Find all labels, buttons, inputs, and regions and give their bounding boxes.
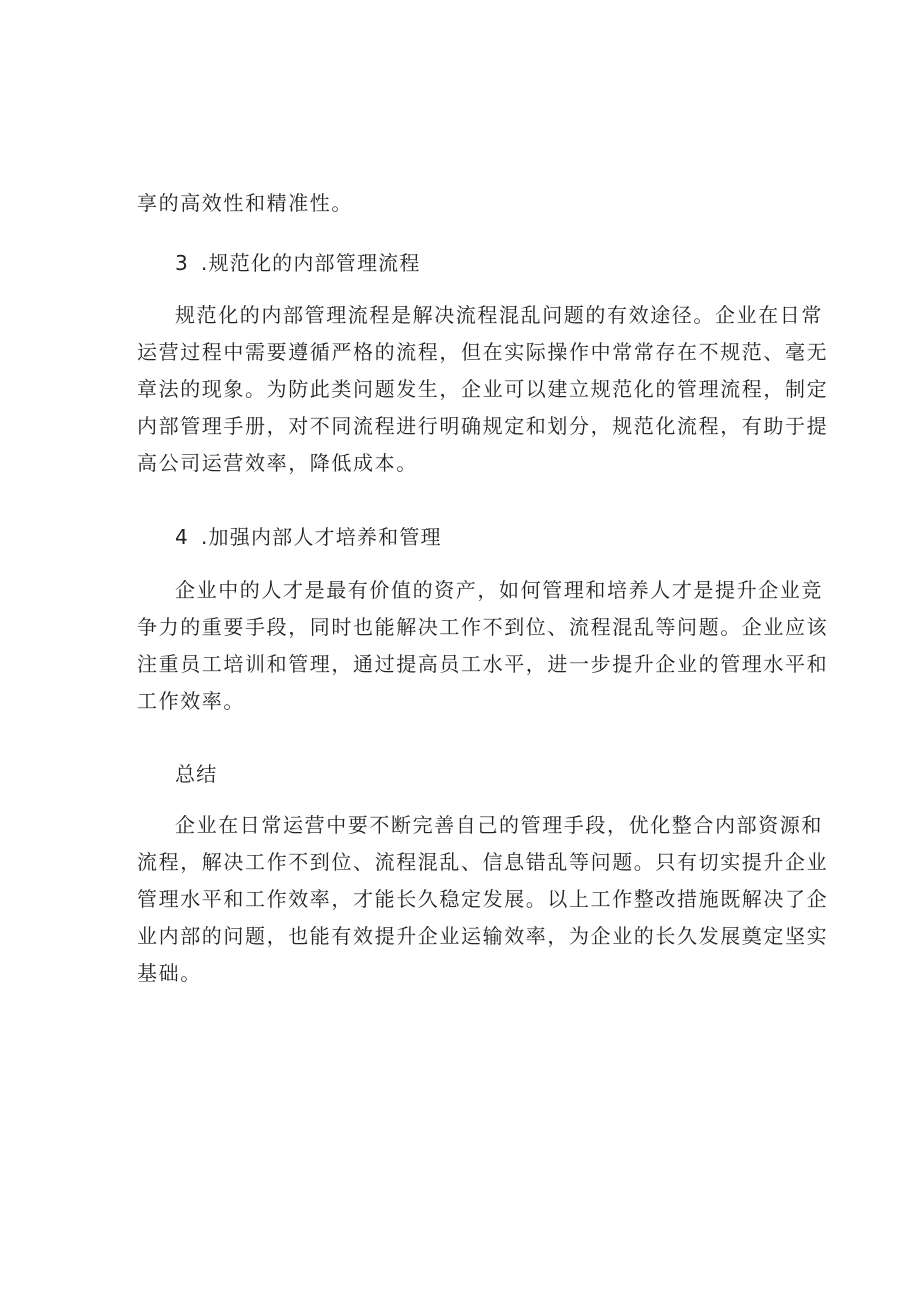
paragraph-line: 注重员工培训和管理，通过提高员工水平，进一步提升企业的管理水平和 bbox=[137, 652, 829, 676]
section-4-paragraph bbox=[137, 576, 829, 715]
section-3-heading bbox=[175, 249, 421, 277]
paragraph-line: 章法的现象。为防此类问题发生，企业可以建立规范化的管理流程，制定 bbox=[137, 377, 829, 401]
paragraph-line: 基础。 bbox=[137, 961, 202, 985]
paragraph-line: 运营过程中需要遵循严格的流程，但在实际操作中常常存在不规范、毫无 bbox=[137, 340, 829, 364]
paragraph-line: 高公司运营效率，降低成本。 bbox=[137, 451, 418, 475]
section-4-number: 4 bbox=[175, 525, 189, 549]
summary-paragraph bbox=[137, 811, 829, 987]
paragraph-line: 内部管理手册，对不同流程进行明确规定和划分，规范化流程，有助于提 bbox=[137, 414, 829, 438]
paragraph-line: 管理水平和工作效率，才能长久稳定发展。以上工作整改措施既解决了企 bbox=[137, 887, 829, 911]
section-4-title: .加强内部人才培养和管理 bbox=[201, 525, 442, 549]
section-3-number: 3 bbox=[175, 251, 189, 275]
paragraph-line: 企业中的人才是最有价值的资产，如何管理和培养人才是提升企业竞 bbox=[175, 578, 823, 602]
section-3-title: .规范化的内部管理流程 bbox=[201, 251, 421, 275]
continuation-text: 享的高效性和精准性。 bbox=[137, 191, 353, 215]
section-3-paragraph bbox=[137, 301, 829, 477]
paragraph-line: 业内部的问题，也能有效提升企业运输效率，为企业的长久发展奠定坚实 bbox=[137, 924, 829, 948]
summary-heading: 总结 bbox=[175, 762, 218, 786]
paragraph-line: 争力的重要手段，同时也能解决工作不到位、流程混乱等问题。企业应该 bbox=[137, 615, 829, 639]
paragraph-line: 规范化的内部管理流程是解决流程混乱问题的有效途径。企业在日常 bbox=[175, 303, 823, 327]
section-4-heading bbox=[175, 523, 442, 551]
paragraph-line: 工作效率。 bbox=[137, 689, 245, 713]
paragraph-line: 流程，解决工作不到位、流程混乱、信息错乱等问题。只有切实提升企业 bbox=[137, 850, 829, 874]
paragraph-line: 企业在日常运营中要不断完善自己的管理手段，优化整合内部资源和 bbox=[175, 813, 823, 837]
